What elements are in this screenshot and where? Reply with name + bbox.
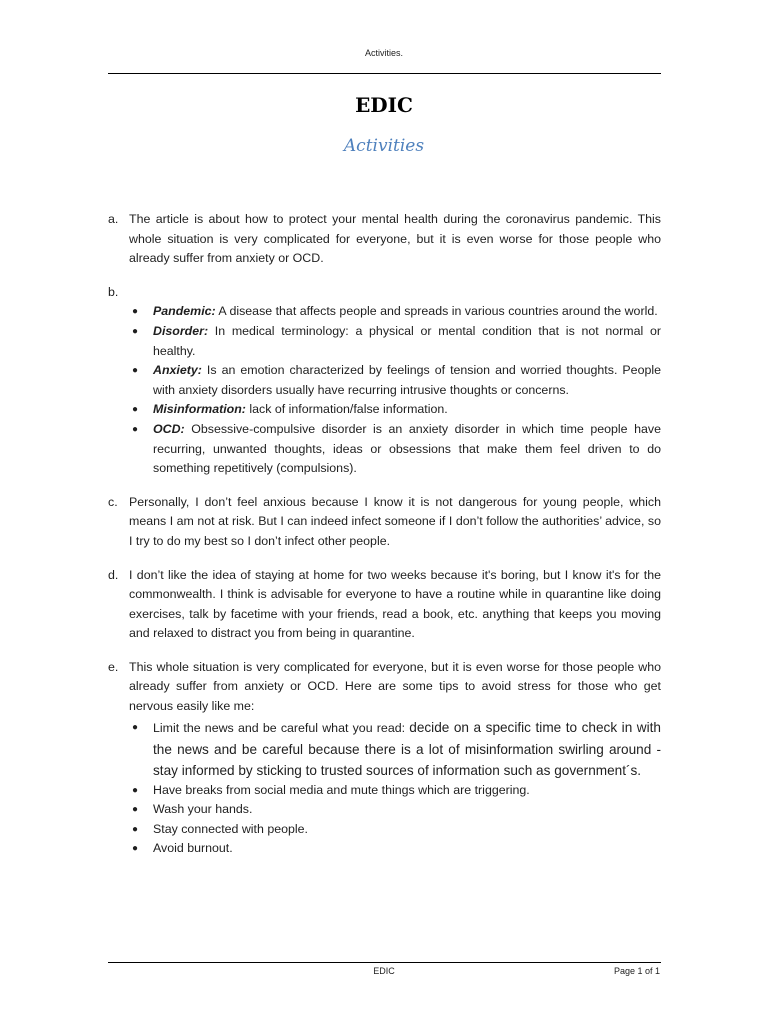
tip-text: Wash your hands. — [153, 802, 253, 817]
tip-rest: decide on a specific time to check in with the news and be careful because there is a lot of misinformation swirling around - stay informed by sticking to trusted sources of information such as government´s. — [153, 719, 661, 778]
bullet-icon: ● — [132, 306, 139, 318]
term-label: OCD: — [153, 421, 185, 436]
list-item — [132, 839, 661, 859]
term-definition: A disease that affects people and spreads in various countries around the world. — [215, 304, 658, 319]
term-label: Anxiety: — [153, 363, 202, 378]
header-rule — [108, 73, 661, 74]
item-d — [108, 566, 661, 644]
page-header: Activities. — [364, 48, 403, 58]
item-marker: b. — [108, 284, 119, 299]
item-marker: d. — [108, 567, 119, 582]
page-number: Page 1 of 1 — [613, 966, 660, 976]
bullet-icon: ● — [132, 804, 139, 816]
list-item — [132, 302, 661, 322]
tip-lead: Limit the news and be careful what you read: — [153, 720, 410, 735]
list-item — [132, 361, 661, 400]
document-title: EDIC — [355, 93, 413, 117]
bullet-icon: ● — [132, 423, 139, 435]
item-d-text: I don’t like the idea of staying at home for two weeks because it's boring, but I know it's for the commonwealth. I think is advisable for everyone to have a routine while in quarantine like doing exercises, talk by facetime with your friends, read a book, etc. anything that keeps you moving and relaxed to distract you from being in quarantine. — [129, 567, 661, 641]
tip-text: Have breaks from social media and mute things which are triggering. — [153, 782, 530, 797]
item-c — [108, 493, 661, 552]
tip-text: Stay connected with people. — [153, 821, 308, 836]
item-a — [108, 210, 661, 269]
list-item — [132, 820, 661, 840]
bullet-icon: ● — [132, 721, 139, 733]
item-b-spacer — [129, 283, 661, 303]
list-item — [132, 400, 661, 420]
tips-list — [108, 717, 661, 859]
item-marker: c. — [108, 494, 118, 509]
term-definition: In medical terminology: a physical or mental condition that is not normal or healthy. — [153, 323, 661, 358]
term-definition: Obsessive-compulsive disorder is an anxiety disorder in which time people have recurring, unwanted thoughts, ideas or obsessions that make them feel driven to do something repetitively (compulsions). — [153, 421, 661, 476]
bullet-icon: ● — [132, 404, 139, 416]
bullet-icon: ● — [132, 843, 139, 855]
bullet-icon: ● — [132, 823, 139, 835]
list-item — [132, 420, 661, 479]
list-item — [132, 800, 661, 820]
document-body — [108, 210, 661, 873]
bullet-icon: ● — [132, 784, 139, 796]
term-label: Pandemic: — [153, 304, 216, 319]
item-b — [108, 283, 661, 479]
definitions-list — [108, 302, 661, 478]
item-e-text: This whole situation is very complicated for everyone, but it is even worse for those people who already suffer from anxiety or OCD. Here are some tips to avoid stress for those who get nervous easily like me: — [129, 659, 661, 714]
document-subtitle: Activities — [343, 136, 425, 156]
item-marker: a. — [108, 212, 119, 226]
term-definition: lack of information/false information. — [245, 402, 448, 417]
list-item — [132, 781, 661, 801]
list-item — [132, 322, 661, 361]
item-e — [108, 658, 661, 859]
bullet-icon: ● — [132, 325, 139, 337]
page-footer: EDIC — [373, 966, 395, 976]
tip-text: Avoid burnout. — [153, 841, 233, 856]
item-a-text: The article is about how to protect your mental health during the coronavirus pandemic. This whole situation is very complicated for everyone, but it is even worse for those people who already suffer from anxiety or OCD. — [129, 212, 661, 266]
item-marker: e. — [108, 659, 119, 674]
bullet-icon: ● — [132, 365, 139, 377]
term-definition: Is an emotion characterized by feelings of tension and worried thoughts. People with anxiety disorders usually have recurring intrusive thoughts or concerns. — [153, 363, 661, 397]
item-c-text: Personally, I don’t feel anxious because I know it is not dangerous for young people, which means I am not at risk. But I can indeed infect someone if I don’t follow the authorities’ advice, so I try to do my best so I don’t infect other people. — [129, 494, 661, 548]
footer-rule — [108, 962, 661, 963]
list-item — [132, 717, 661, 781]
term-label: Disorder: — [153, 323, 209, 338]
term-label: Misinformation: — [153, 402, 246, 417]
